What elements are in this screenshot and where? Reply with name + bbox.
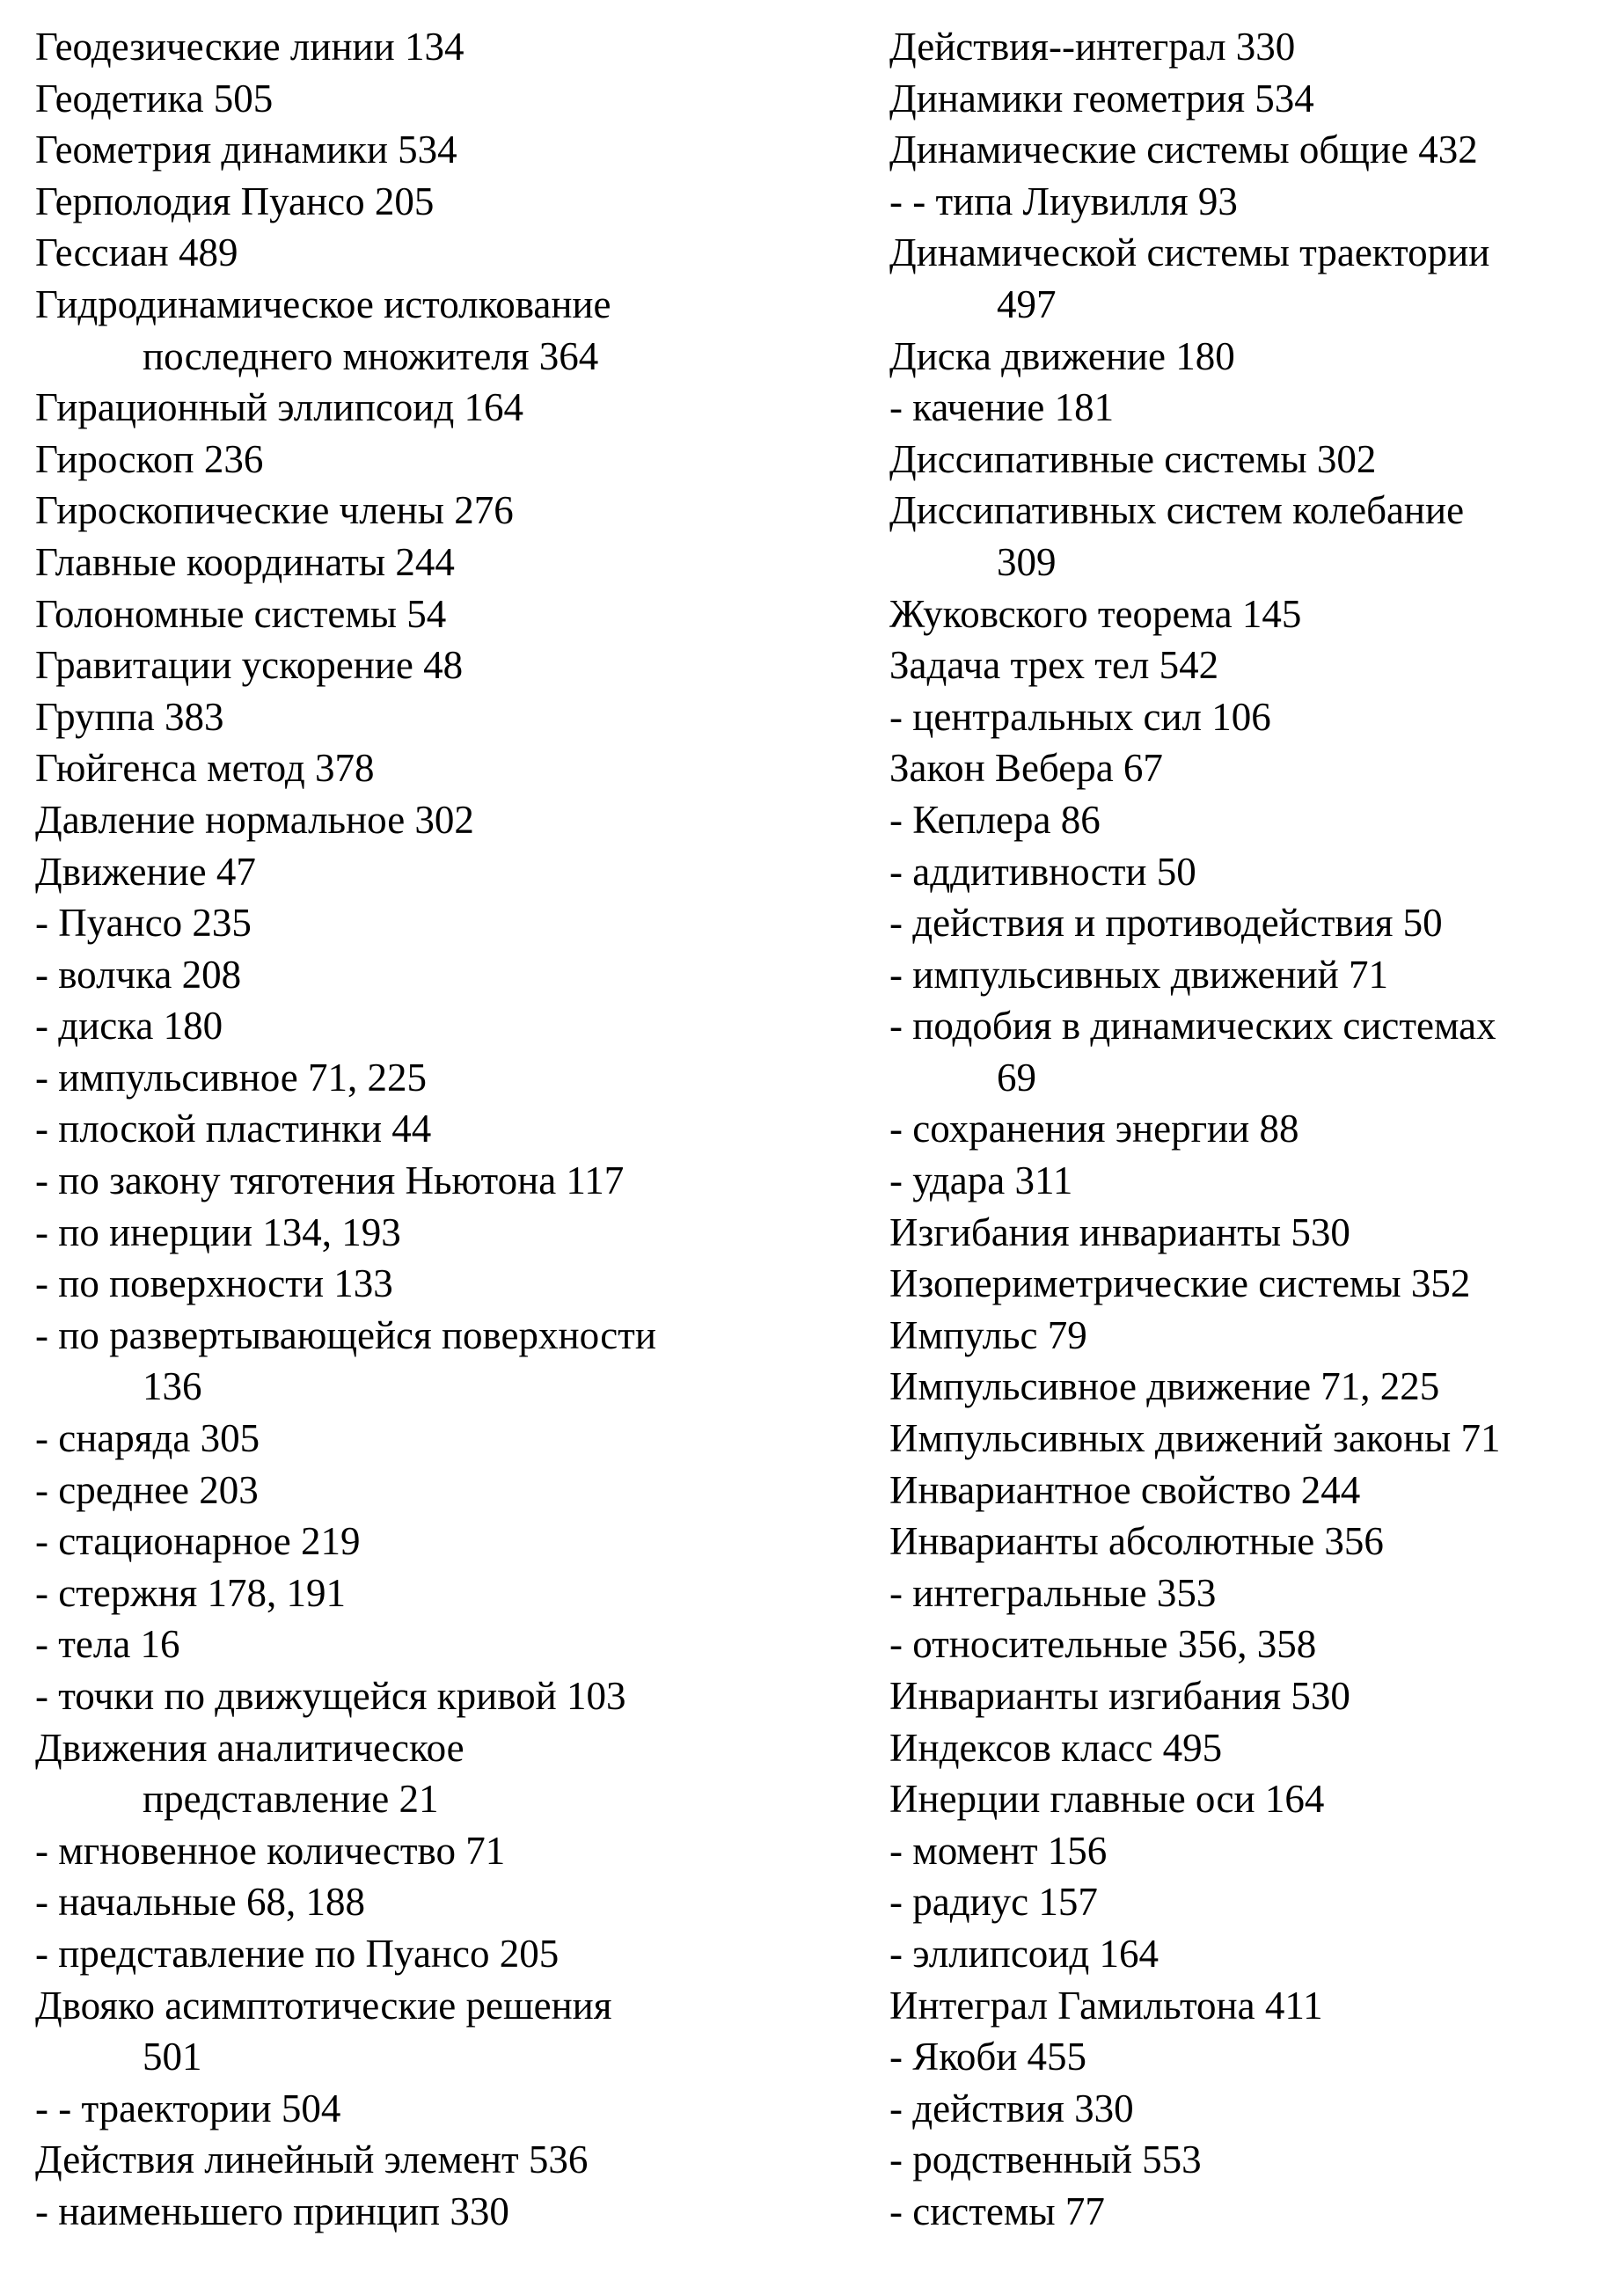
- index-entry-continuation: 501: [143, 2035, 202, 2079]
- index-entry: - радиус 157: [889, 1880, 1098, 1925]
- index-entry: Динамические системы общие 432: [889, 128, 1478, 172]
- index-entry: Давление нормальное 302: [35, 797, 474, 842]
- index-entry: - Якоби 455: [889, 2035, 1087, 2079]
- index-entry: - аддитивности 50: [889, 849, 1196, 894]
- index-entry: - системы 77: [889, 2189, 1105, 2233]
- index-entry: - снаряда 305: [35, 1416, 260, 1461]
- index-entry: Герполодия Пуансо 205: [35, 179, 435, 223]
- index-entry-continuation: 309: [997, 539, 1057, 584]
- index-entry: - точки по движущейся кривой 103: [35, 1674, 626, 1718]
- index-entry: - относительные 356, 358: [889, 1622, 1317, 1667]
- index-entry: Главные координаты 244: [35, 539, 455, 584]
- index-column-right: [889, 21, 1611, 2238]
- index-entry: - диска 180: [35, 1004, 223, 1049]
- index-entry: Жуковского теорема 145: [889, 591, 1302, 636]
- index-entry: - импульсивное 71, 225: [35, 1055, 428, 1100]
- index-entry: - импульсивных движений 71: [889, 952, 1388, 997]
- index-entry: - родственный 553: [889, 2138, 1202, 2182]
- index-entry: Закон Вебера 67: [889, 746, 1163, 791]
- index-entry: Импульс 79: [889, 1312, 1087, 1357]
- index-entry: - по поверхности 133: [35, 1261, 393, 1306]
- index-entry: - волчка 208: [35, 952, 242, 997]
- index-entry: Геометрия динамики 534: [35, 128, 457, 172]
- index-entry: Гидродинамическое истолкование: [35, 281, 611, 326]
- index-entry: - действия и противодействия 50: [889, 901, 1443, 946]
- index-entry: Задача трех тел 542: [889, 643, 1219, 688]
- index-entry: Гессиан 489: [35, 230, 238, 275]
- index-entry: Динамики геометрия 534: [889, 76, 1314, 121]
- index-entry: - Пуансо 235: [35, 901, 252, 946]
- index-entry-continuation: представление 21: [143, 1777, 439, 1822]
- index-entry: - плоской пластинки 44: [35, 1107, 432, 1151]
- index-entry: - тела 16: [35, 1622, 180, 1667]
- index-entry: - среднее 203: [35, 1467, 259, 1512]
- index-entry: Движения аналитическое: [35, 1725, 465, 1770]
- index-entry: Индексов класс 495: [889, 1725, 1223, 1770]
- index-entry: - удара 311: [889, 1158, 1073, 1203]
- index-entry: - наименьшего принцип 330: [35, 2189, 509, 2233]
- index-entry: Гирационный эллипсоид 164: [35, 385, 524, 430]
- index-entry: Инерции главные оси 164: [889, 1777, 1325, 1822]
- index-entry: Голономные системы 54: [35, 591, 447, 636]
- index-entry: Гироскопические члены 276: [35, 488, 514, 533]
- index-entry: Группа 383: [35, 694, 224, 739]
- index-entry: Двояко асимптотические решения: [35, 1983, 612, 2028]
- index-entry: Инвариантное свойство 244: [889, 1467, 1361, 1512]
- index-entry: - Кеплера 86: [889, 797, 1101, 842]
- index-entry: - по развертывающейся поверхности: [35, 1312, 656, 1357]
- index-entry: Диссипативных систем колебание: [889, 488, 1465, 533]
- index-entry-continuation: последнего множителя 364: [143, 333, 599, 378]
- index-entry: Изопериметрические системы 352: [889, 1261, 1471, 1306]
- index-entry: Действия--интеграл 330: [889, 25, 1296, 69]
- index-entry: Инварианты абсолютные 356: [889, 1519, 1384, 1564]
- index-entry: Изгибания инварианты 530: [889, 1209, 1350, 1254]
- index-entry: Гравитации ускорение 48: [35, 643, 464, 688]
- index-entry: Геодезические линии 134: [35, 25, 465, 69]
- index-entry: - по инерции 134, 193: [35, 1209, 401, 1254]
- index-entry-continuation: 136: [143, 1364, 202, 1409]
- index-entry: Гироскоп 236: [35, 436, 264, 481]
- index-entry: Инварианты изгибания 530: [889, 1674, 1350, 1718]
- index-entry: Геодетика 505: [35, 76, 274, 121]
- index-entry-continuation: 69: [997, 1055, 1036, 1100]
- index-entry: Импульсивных движений законы 71: [889, 1416, 1501, 1461]
- index-entry: - момент 156: [889, 1828, 1108, 1873]
- index-entry: - подобия в динамических системах: [889, 1004, 1496, 1049]
- index-entry-continuation: 497: [997, 281, 1057, 326]
- index-entry: - качение 181: [889, 385, 1115, 430]
- index-entry: - мгновенное количество 71: [35, 1828, 506, 1873]
- index-entry: - центральных сил 106: [889, 694, 1271, 739]
- index-entry: Действия линейный элемент 536: [35, 2138, 589, 2182]
- index-entry: Диска движение 180: [889, 333, 1235, 378]
- index-entry: Динамической системы траектории: [889, 230, 1490, 275]
- index-column-left: [35, 21, 880, 2238]
- index-entry: - по закону тяготения Ньютона 117: [35, 1158, 625, 1203]
- index-entry: Импульсивное движение 71, 225: [889, 1364, 1440, 1409]
- index-entry: - действия 330: [889, 2086, 1134, 2130]
- index-entry: Интеграл Гамильтона 411: [889, 1983, 1323, 2028]
- index-entry: - - типа Лиувилля 93: [889, 179, 1238, 223]
- index-entry: - стержня 178, 191: [35, 1570, 346, 1615]
- index-entry: - интегральные 353: [889, 1570, 1217, 1615]
- index-entry: Движение 47: [35, 849, 256, 894]
- index-entry: - сохранения энергии 88: [889, 1107, 1299, 1151]
- index-entry: - - траектории 504: [35, 2086, 341, 2130]
- index-entry: - начальные 68, 188: [35, 1880, 366, 1925]
- index-entry: - представление по Пуансо 205: [35, 1931, 560, 1976]
- index-entry: - стационарное 219: [35, 1519, 361, 1564]
- index-entry: Диссипативные системы 302: [889, 436, 1377, 481]
- index-entry: Гюйгенса метод 378: [35, 746, 375, 791]
- index-entry: - эллипсоид 164: [889, 1931, 1159, 1976]
